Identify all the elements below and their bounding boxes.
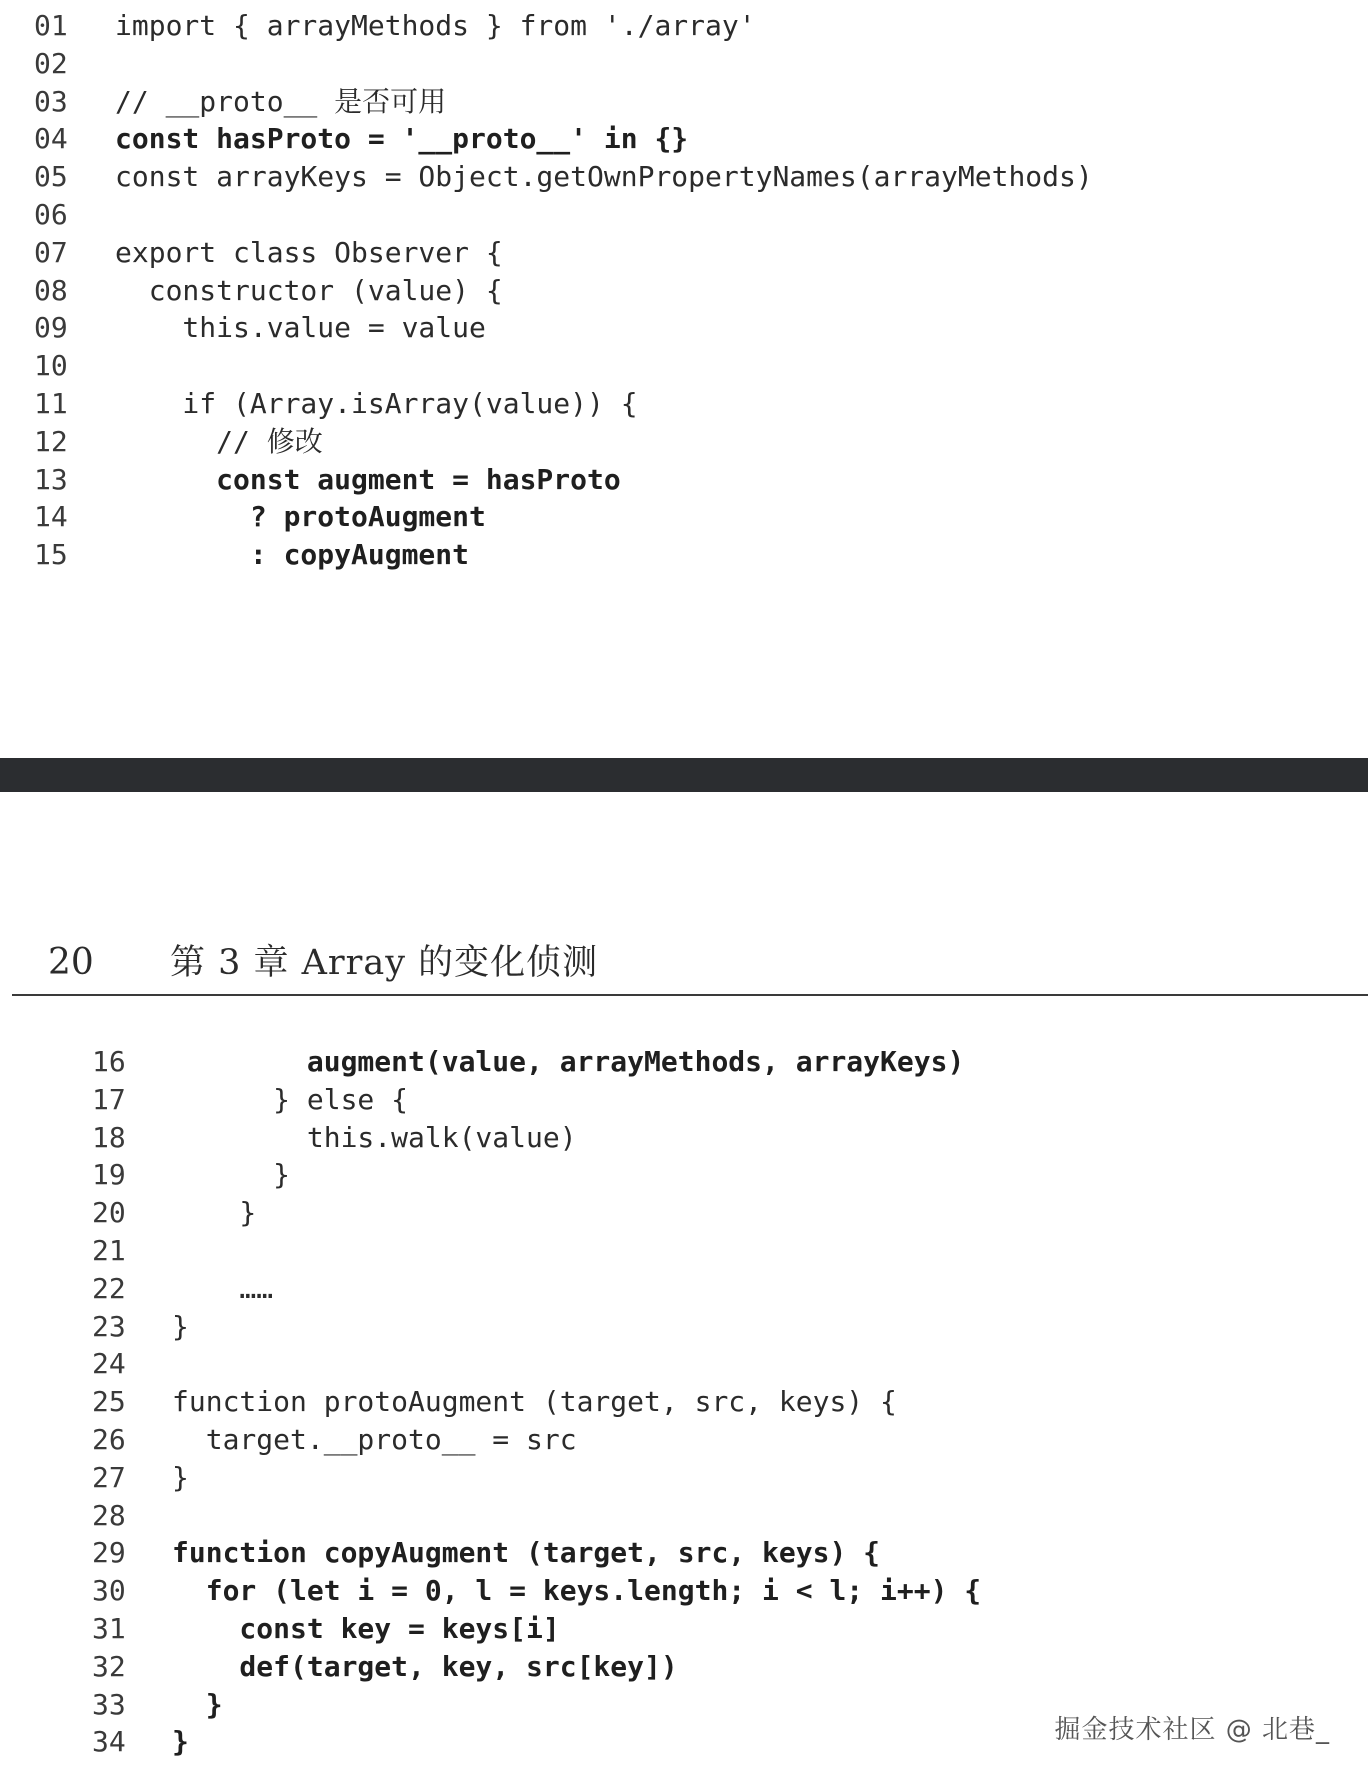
code-line bbox=[34, 196, 1358, 234]
code-text: const hasProto = '__proto__' in {} bbox=[115, 122, 689, 156]
code-text: …… bbox=[172, 1271, 274, 1305]
code-line bbox=[92, 1459, 1358, 1497]
line-number: 21 bbox=[92, 1234, 126, 1267]
code-text: ? protoAugment bbox=[115, 500, 486, 534]
line-number: 33 bbox=[92, 1687, 126, 1721]
code-text: } bbox=[172, 1687, 223, 1721]
code-text: } bbox=[172, 1196, 257, 1230]
code-text: const key = keys[i] bbox=[172, 1612, 560, 1645]
code-line bbox=[92, 1610, 1358, 1648]
code-text: function copyAugment (target, src, keys) { bbox=[172, 1536, 881, 1570]
code-line bbox=[34, 120, 1358, 158]
code-text: : copyAugment bbox=[115, 538, 470, 572]
code-line bbox=[92, 1308, 1358, 1346]
chapter-title: 第 3 章 Array 的变化侦测 bbox=[170, 943, 599, 983]
code-line bbox=[92, 1421, 1358, 1459]
code-line bbox=[34, 45, 1358, 83]
code-line bbox=[92, 1081, 1358, 1119]
code-line bbox=[34, 309, 1358, 347]
code-text: if (Array.isArray(value)) { bbox=[115, 387, 638, 420]
code-line bbox=[34, 536, 1358, 574]
code-line bbox=[92, 1534, 1358, 1572]
watermark: 掘金技术社区 @ 北巷_ bbox=[1054, 1715, 1330, 1745]
line-number: 29 bbox=[92, 1536, 126, 1570]
line-number: 11 bbox=[34, 387, 68, 420]
code-line bbox=[34, 423, 1358, 461]
code-line bbox=[34, 234, 1358, 272]
code-line bbox=[92, 1194, 1358, 1232]
code-line bbox=[34, 158, 1358, 196]
line-number: 30 bbox=[92, 1574, 126, 1608]
code-text: // 修改 bbox=[115, 424, 323, 458]
line-number: 01 bbox=[34, 9, 68, 42]
line-number: 32 bbox=[92, 1649, 126, 1683]
code-line bbox=[34, 347, 1358, 385]
code-text: const arrayKeys = Object.getOwnPropertyNames(arrayMethods) bbox=[115, 160, 1093, 194]
code-line bbox=[34, 498, 1358, 536]
code-text: import { arrayMethods } from './array' bbox=[115, 9, 756, 42]
line-number: 10 bbox=[34, 349, 68, 383]
code-line bbox=[34, 461, 1358, 499]
line-number: 06 bbox=[34, 198, 68, 231]
code-line bbox=[92, 1497, 1358, 1535]
code-text: } bbox=[172, 1158, 291, 1192]
line-number: 03 bbox=[34, 84, 68, 118]
code-line bbox=[34, 7, 1358, 45]
code-text: const augment = hasProto bbox=[115, 462, 621, 496]
line-number: 17 bbox=[92, 1082, 126, 1116]
code-text: export class Observer { bbox=[115, 235, 503, 269]
bottom-code-page bbox=[0, 792, 1368, 1776]
code-line bbox=[92, 1119, 1358, 1157]
line-number: 20 bbox=[92, 1196, 126, 1230]
code-text: } bbox=[172, 1725, 189, 1759]
line-number: 08 bbox=[34, 273, 68, 307]
page-header bbox=[0, 937, 1368, 989]
code-text: target.__proto__ = src bbox=[172, 1423, 577, 1456]
line-number: 26 bbox=[92, 1423, 126, 1456]
page-number: 20 bbox=[48, 942, 94, 983]
code-text: augment(value, arrayMethods, arrayKeys) bbox=[172, 1045, 965, 1078]
line-number: 34 bbox=[92, 1725, 126, 1759]
code-text: function protoAugment (target, src, keys) { bbox=[172, 1385, 897, 1419]
line-number: 04 bbox=[34, 122, 68, 156]
line-number: 22 bbox=[92, 1271, 126, 1305]
code-text: this.walk(value) bbox=[172, 1120, 577, 1154]
code-line bbox=[92, 1232, 1358, 1270]
line-number: 31 bbox=[92, 1612, 126, 1645]
header-rule bbox=[12, 994, 1368, 996]
code-text: } bbox=[172, 1309, 189, 1343]
code-text: def(target, key, src[key]) bbox=[172, 1649, 678, 1683]
line-number: 16 bbox=[92, 1045, 126, 1078]
page-divider bbox=[0, 758, 1368, 792]
code-text: // __proto__ 是否可用 bbox=[115, 84, 447, 118]
code-line bbox=[34, 385, 1358, 423]
code-line bbox=[92, 1345, 1358, 1383]
code-text: } else { bbox=[172, 1082, 409, 1116]
line-number: 12 bbox=[34, 424, 68, 458]
code-line bbox=[92, 1383, 1358, 1421]
code-line bbox=[92, 1156, 1358, 1194]
top-code-page bbox=[0, 0, 1368, 758]
code-text: } bbox=[172, 1460, 189, 1494]
line-number: 13 bbox=[34, 462, 68, 496]
line-number: 05 bbox=[34, 160, 68, 194]
line-number: 28 bbox=[92, 1498, 126, 1532]
line-number: 19 bbox=[92, 1158, 126, 1192]
line-number: 09 bbox=[34, 311, 68, 345]
line-number: 15 bbox=[34, 538, 68, 572]
line-number: 07 bbox=[34, 235, 68, 269]
code-line bbox=[92, 1043, 1358, 1081]
code-line bbox=[92, 1648, 1358, 1686]
line-number: 25 bbox=[92, 1385, 126, 1419]
code-text: this.value = value bbox=[115, 311, 486, 345]
code-line bbox=[34, 272, 1358, 310]
code-text: constructor (value) { bbox=[115, 273, 503, 307]
line-number: 14 bbox=[34, 500, 68, 534]
line-number: 02 bbox=[34, 46, 68, 80]
line-number: 23 bbox=[92, 1309, 126, 1343]
code-line bbox=[34, 83, 1358, 121]
code-line bbox=[92, 1270, 1358, 1308]
line-number: 27 bbox=[92, 1460, 126, 1494]
line-number: 24 bbox=[92, 1347, 126, 1381]
code-line bbox=[92, 1572, 1358, 1610]
code-text: for (let i = 0, l = keys.length; i < l; i++) { bbox=[172, 1574, 982, 1608]
line-number: 18 bbox=[92, 1120, 126, 1154]
